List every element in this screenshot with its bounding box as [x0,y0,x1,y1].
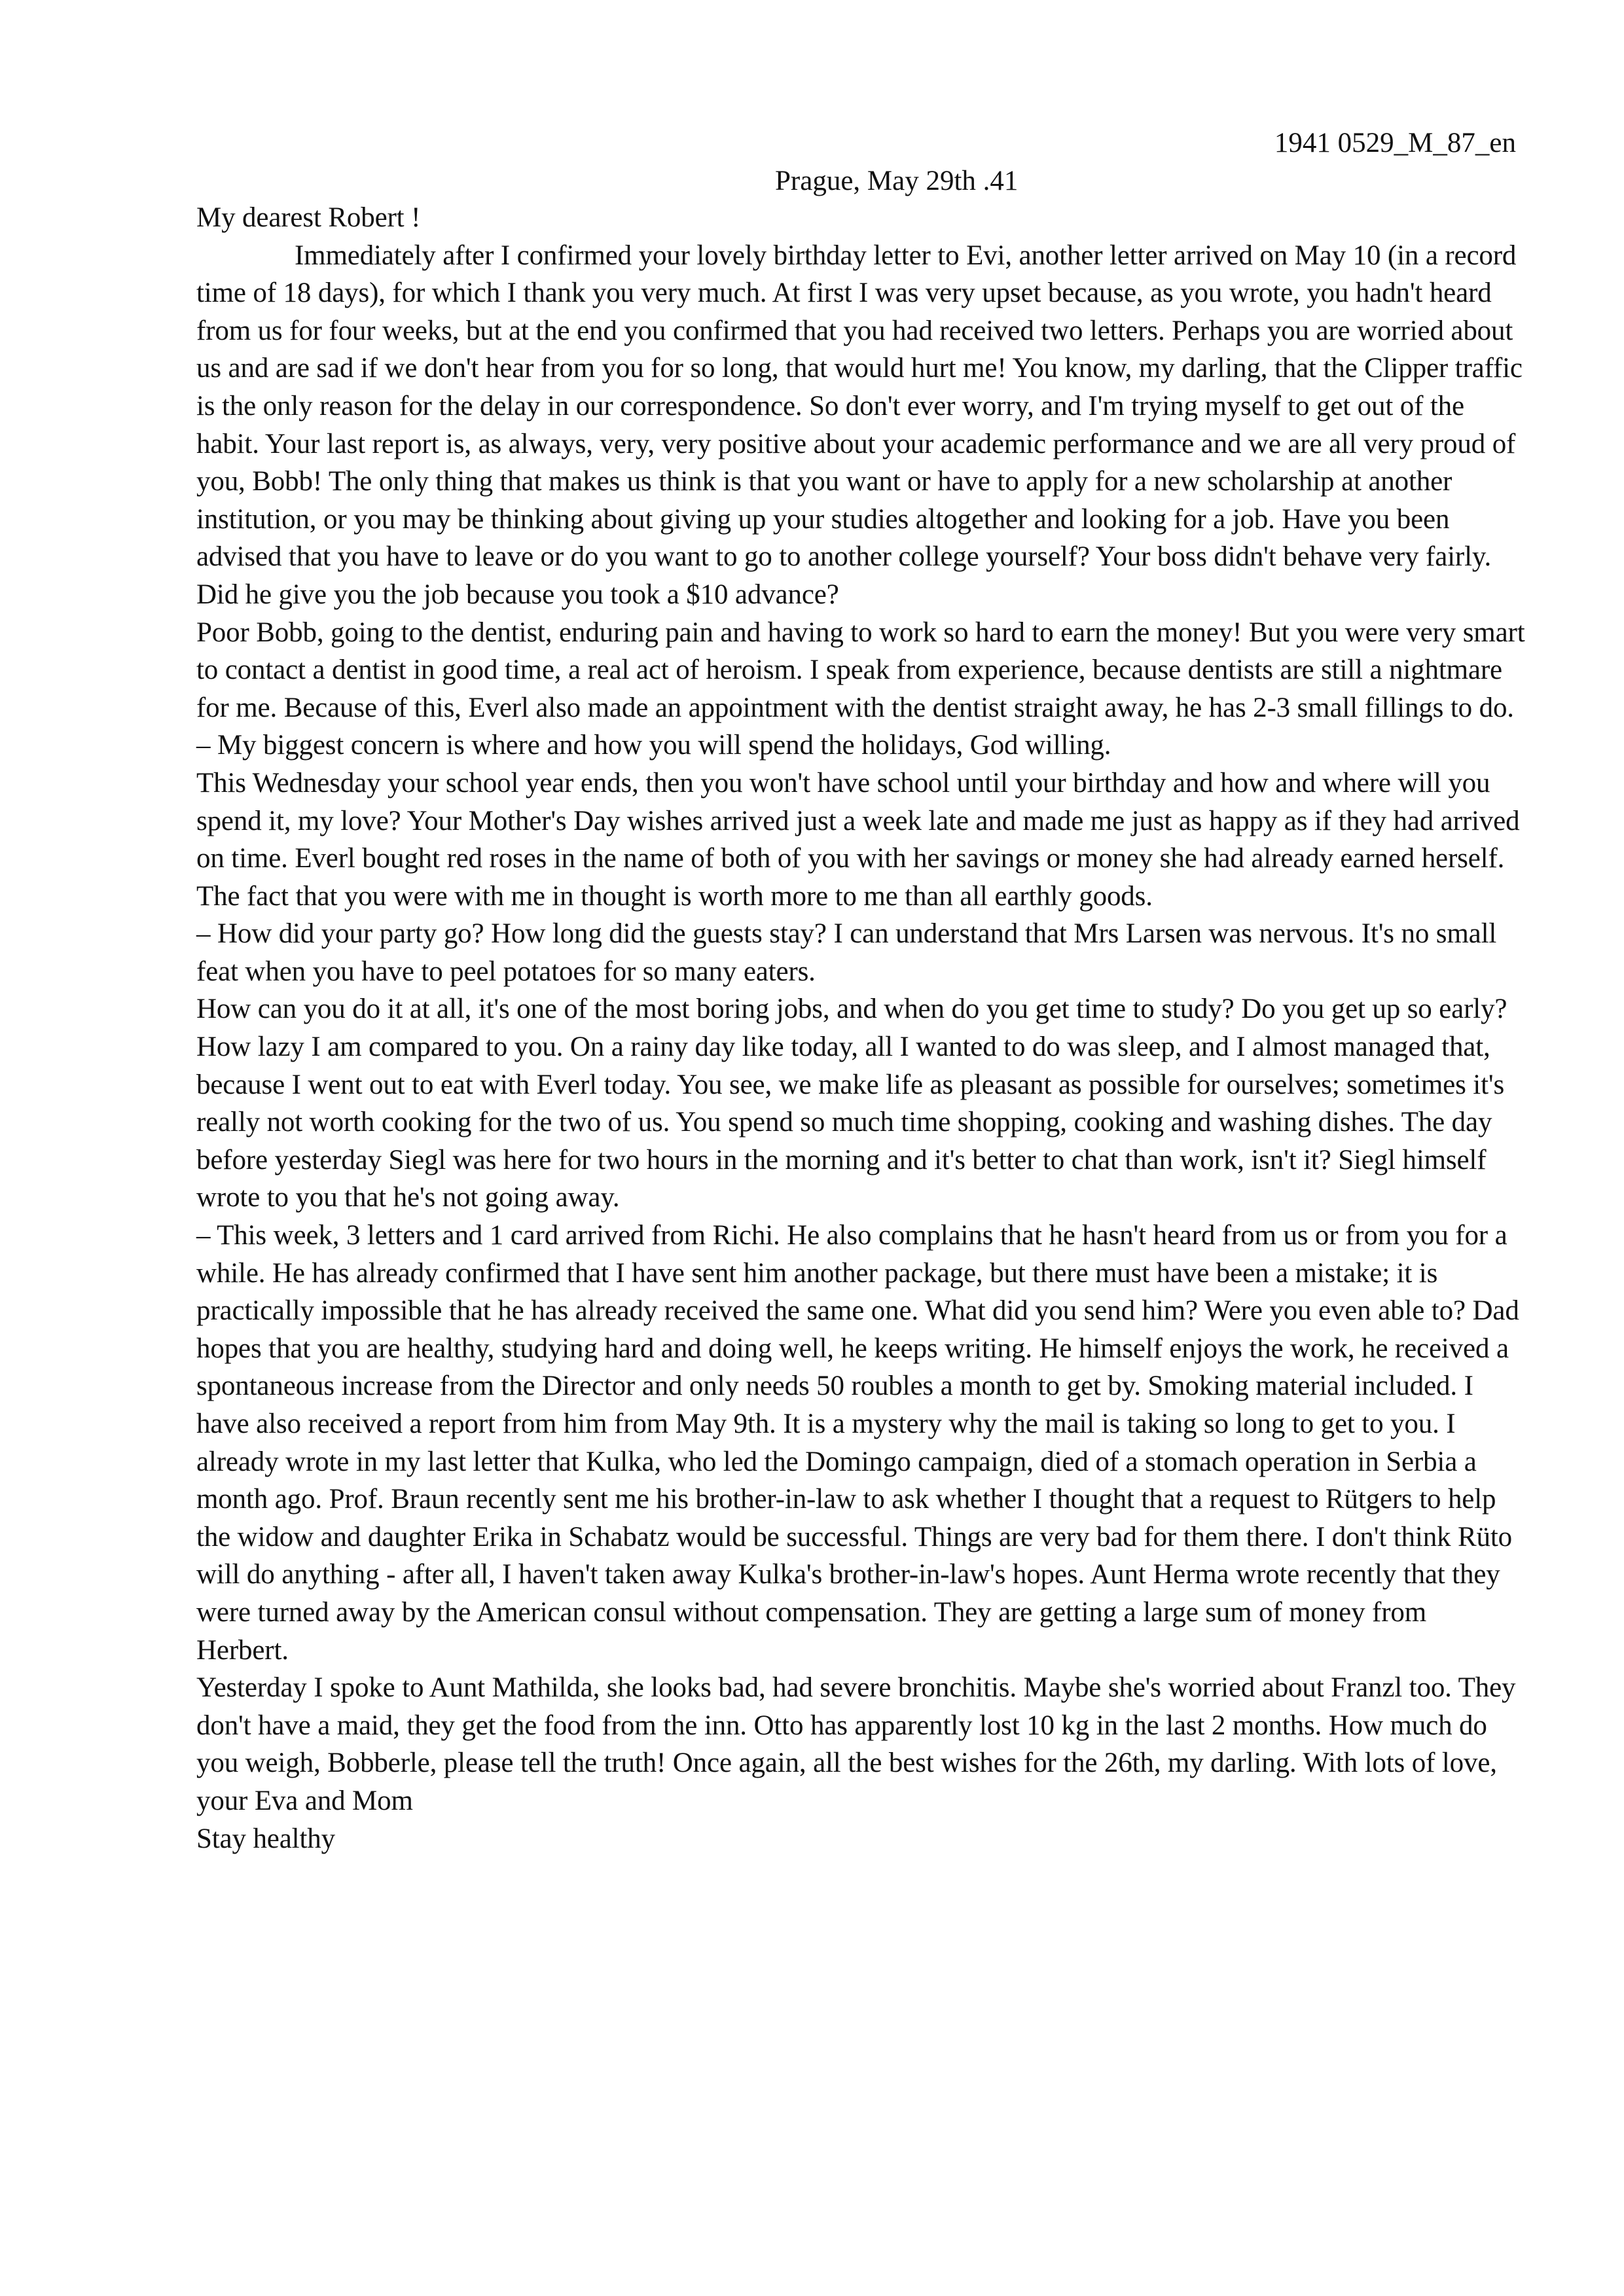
closing: Stay healthy [196,1823,335,1854]
paragraph-5: – How did your party go? How long did the guests stay? I can understand that Mrs Larsen was nervous. It's no small feat when you have to peel potatoes for so many eaters. [196,918,1497,987]
document-id: 1941 0529_M_87_en [1274,128,1516,158]
paragraph-7: – This week, 3 letters and 1 card arrived from Richi. He also complains that he hasn't heard from us or from you for a while. He has already confirmed that I have sent him another package, but there must have been a mistake; it is practically impossible that he has already received the same one. What did you send him? Were you even able to? Dad hopes that you are healthy, studying hard and doing well, he keeps writing. He himself enjoys the work, he received a spontaneous increase from the Director and only needs 50 roubles a month to get by. Smoking material included. I have also received a report from him from May 9th. It is a mystery why the mail is taking so long to get to you. I already wrote in my last letter that Kulka, who led the Domingo campaign, died of a stomach operation in Serbia a month ago. Prof. Braun recently sent me his brother-in-law to ask whether I thought that a request to Rütgers to help the widow and daughter Erika in Schabatz would be successful. Things are very bad for them there. I don't think Rüto will do anything - after all, I haven't taken away Kulka's brother-in-law's hopes. Aunt Herma wrote recently that they were turned away by the American consul without compensation. They are getting a large sum of money from Herbert. [196,1220,1519,1666]
paragraph-2: Poor Bobb, going to the dentist, enduring pain and having to work so hard to earn the money! But you were very smart to contact a dentist in good time, a real act of heroism. I speak from experience, because dentists are still a nightmare for me. Because of this, Everl also made an appointment with the dentist straight away, he has 2-3 small fillings to do. [196,617,1525,723]
paragraph-6: How can you do it at all, it's one of the most boring jobs, and when do you get time to study? Do you get up so early? How lazy I am compared to you. On a rainy day like today, all I wanted to do was sleep, and I almost managed that, because I went out to eat with Everl today. You see, we make life as pleasant as possible for ourselves; sometimes it's really not worth cooking for the two of us. You spend so much time shopping, cooking and washing dishes. The day before yesterday Siegl was here for two hours in the morning and it's better to chat than work, isn't it? Siegl himself wrote to you that he's not going away. [196,994,1507,1213]
paragraph-8: Yesterday I spoke to Aunt Mathilda, she looks bad, had severe bronchitis. Maybe she's worried about Franzl too. They don't have a maid, they get the food from the inn. Otto has apparently lost 10 kg in the last 2 months. How much do you weigh, Bobberle, please tell the truth! Once again, all the best wishes for the 26th, my darling. With lots of love, your Eva and Mom [196,1672,1516,1816]
paragraph-4: This Wednesday your school year ends, then you won't have school until your birthday and how and where will you spend it, my love? Your Mother's Day wishes arrived just a week late and made me just as happy as if they had arrived on time. Everl bought red roses in the name of both of you with her savings or money she had already earned herself. The fact that you were with me in thought is worth more to me than all earthly goods. [196,767,1520,912]
salutation: My dearest Robert ! [196,202,421,233]
place-date: Prague, May 29th .41 [775,166,1019,196]
paragraph-1: Immediately after I confirmed your lovely birthday letter to Evi, another letter arrived on May 10 (in a record time of 18 days), for which I thank you very much. At first I was very upset because, as you wrote, you hadn't heard from us for four weeks, but at the end you confirmed that you had received two letters. Perhaps you are worried about us and are sad if we don't hear from you for so long, that would hurt me! You know, my darling, that the Clipper traffic is the only reason for the delay in our correspondence. So don't ever worry, and I'm trying myself to get out of the habit. Your last report is, as always, very, very positive about your academic performance and we are all very proud of you, Bobb! The only thing that makes us think is that you want or have to apply for a new scholarship at another institution, or you may be thinking about giving up your studies altogether and looking for a job. Have you been advised that you have to leave or do you want to go to another college yourself? Your boss didn't behave very fairly. Did he give you the job because you took a $10 advance? [196,240,1523,610]
paragraph-3: – My biggest concern is where and how you will spend the holidays, God willing. [196,730,1111,761]
letter-body [196,199,1525,1857]
